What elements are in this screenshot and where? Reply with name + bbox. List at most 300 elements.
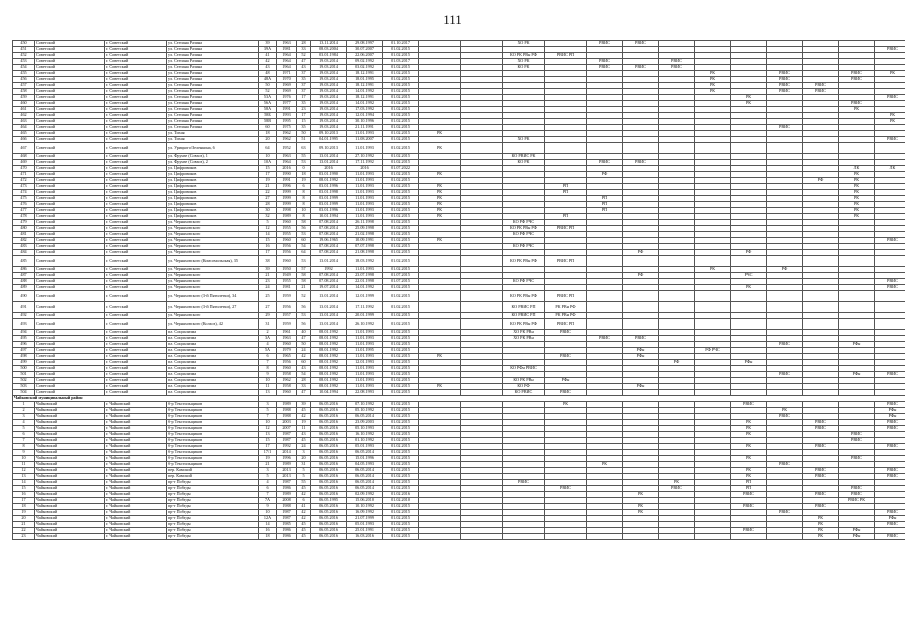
cell-d3: 01.02.2015 (383, 267, 419, 273)
cell-house: 27 (259, 196, 277, 202)
cell-house: 6 (259, 354, 277, 360)
cell-city: г. Советский (105, 214, 167, 220)
cell-city: г. Советский (105, 71, 167, 77)
cell-raion: Советский (35, 354, 105, 360)
cell-raion: Советский (35, 131, 105, 137)
cell-house: 19 (259, 456, 277, 462)
cell-raion: Чайковский (35, 522, 105, 528)
cell-raion: Чайковский (35, 432, 105, 438)
cell-k11: РВИС (803, 504, 839, 510)
cell-k12: РФн (839, 534, 875, 540)
cell-raion: Чайковский (35, 486, 105, 492)
cell-raion: Советский (35, 220, 105, 226)
cell-street: пл. Социализма (167, 330, 259, 336)
cell-street: пер. Камский (167, 468, 259, 474)
cell-d3: 01.02.2015 (383, 348, 419, 354)
cell-year: 1977 (277, 101, 297, 107)
cell-d1: 08.01.1992 (311, 354, 347, 360)
cell-k6: РФ (623, 250, 659, 256)
cell-k7: РФ (659, 360, 695, 366)
cell-k7: РВИС (659, 65, 695, 71)
cell-d2: 27.10.1992 (347, 154, 383, 160)
cell-d3: 01.02.2010 (383, 498, 419, 504)
cell-k11: РВИС (803, 426, 839, 432)
cell-street: б-р Текстильщиков (167, 438, 259, 444)
cell-k9: РК (731, 285, 767, 291)
cell-house: 29 (259, 313, 277, 319)
cell-raion: Советский (35, 226, 105, 232)
cell-year: 1985 (277, 522, 297, 528)
cell-year: 2016 (277, 166, 297, 172)
cell-street: пл. Социализма (167, 378, 259, 384)
cell-k5 (587, 534, 623, 540)
cell-n: 451 (13, 47, 35, 53)
cell-k10 (767, 256, 803, 267)
cell-year: 1949 (277, 273, 297, 279)
cell-city: г. Советский (105, 256, 167, 267)
cell-raion: Советский (35, 83, 105, 89)
cell-n: 473 (13, 184, 35, 190)
cell-k10: РВИС (767, 510, 803, 516)
cell-house: 42 (259, 59, 277, 65)
cell-k9: РВИС (731, 402, 767, 408)
cell-k7 (659, 534, 695, 540)
cell-street: пл. Социализма (167, 360, 259, 366)
cell-d1: 10.04.1994 (311, 390, 347, 396)
cell-k12 (839, 256, 875, 267)
cell-house: 2 (259, 330, 277, 336)
cell-city: г. Советский (105, 190, 167, 196)
cell-raion: Советский (35, 378, 105, 384)
cell-street: ул. Цифровиков (167, 196, 259, 202)
cell-k6 (623, 291, 659, 302)
cell-raion: Советский (35, 273, 105, 279)
cell-k9: РВИС (731, 528, 767, 534)
cell-d1: 19.03.2014 (311, 107, 347, 113)
cell-age: 58 (297, 279, 311, 285)
cell-k3: КО РФ РЧС (503, 244, 545, 250)
cell-k9: РК (731, 95, 767, 101)
cell-city: г. Советский (105, 202, 167, 208)
cell-d3: 01.02.2015 (383, 125, 419, 131)
cell-d2: 05.01.1993 (347, 444, 383, 450)
cell-street: ул. Степана Разина (167, 53, 259, 59)
cell-d2: 22.06.2007 (347, 53, 383, 59)
cell-raion: Советский (35, 279, 105, 285)
cell-year: 1962 (277, 131, 297, 137)
cell-k13 (875, 256, 905, 267)
cell-raion: Советский (35, 250, 105, 256)
cell-house: 50 (259, 83, 277, 89)
cell-house: 21 (259, 273, 277, 279)
cell-k3: КО РВИС РП (503, 313, 545, 319)
cell-city: г. Советский (105, 279, 167, 285)
cell-k11 (803, 302, 839, 313)
cell-d1: 08.01.1992 (311, 372, 347, 378)
cell-k9 (731, 302, 767, 313)
cell-house: 27 (259, 302, 277, 313)
cell-year: 1989 (277, 214, 297, 220)
cell-d2: 06.05.2014 (347, 480, 383, 486)
cell-d3: 01.02.2015 (383, 522, 419, 528)
cell-city: г. Советский (105, 244, 167, 250)
cell-age: 42 (297, 516, 311, 522)
cell-house: 43 (259, 65, 277, 71)
cell-city: г. Советский (105, 291, 167, 302)
cell-n: 18 (13, 504, 35, 510)
cell-d2: 26.11.1998 (347, 220, 383, 226)
cell-year: 1987 (277, 516, 297, 522)
cell-raion: Чайковский (35, 402, 105, 408)
cell-house: 10 (259, 378, 277, 384)
cell-city: г. Советский (105, 220, 167, 226)
cell-age: 45 (297, 522, 311, 528)
cell-d1: 06.05.2016 (311, 486, 347, 492)
cell-n: 450 (13, 41, 35, 47)
cell-raion: Советский (35, 95, 105, 101)
cell-k13: РВИС (875, 534, 905, 540)
cell-k2 (461, 319, 503, 330)
cell-k11: РК (803, 522, 839, 528)
cell-d1: 13.01.2014 (311, 160, 347, 166)
cell-year: 1955 (277, 232, 297, 238)
cell-k13: РВИС (875, 372, 905, 378)
cell-city: г. Чайковский (105, 528, 167, 534)
cell-k12: РК (839, 178, 875, 184)
cell-n: 500 (13, 366, 35, 372)
cell-street: ул. Черняховского (167, 244, 259, 250)
cell-n: 466 (13, 137, 35, 143)
cell-d3: 01.02.2016 (383, 492, 419, 498)
cell-d1: 06.05.2016 (311, 534, 347, 540)
cell-n: 4 (13, 420, 35, 426)
cell-raion: Советский (35, 348, 105, 354)
cell-k3: КО РФ (503, 384, 545, 390)
cell-city: г. Чайковский (105, 444, 167, 450)
cell-city: г. Советский (105, 319, 167, 330)
cell-n: 11 (13, 462, 35, 468)
cell-age: 58 (297, 220, 311, 226)
cell-year: 1989 (277, 462, 297, 468)
cell-street: ул. Степана Разина (167, 113, 259, 119)
cell-age: 45 (297, 534, 311, 540)
cell-city: г. Чайковский (105, 474, 167, 480)
cell-k8: РФ РЧС (695, 348, 731, 354)
cell-street: ул. Черняховского (167, 220, 259, 226)
cell-d1: 19.03.2014 (311, 125, 347, 131)
cell-street: ул. Черняховского (167, 250, 259, 256)
cell-k11: РВИС (803, 492, 839, 498)
cell-age: 55 (297, 154, 311, 160)
cell-street: ул. Цифровиков (167, 172, 259, 178)
cell-d2: 05.10.1993 (347, 426, 383, 432)
cell-n: 487 (13, 273, 35, 279)
cell-year: 1969 (277, 89, 297, 95)
cell-house: 60 (259, 125, 277, 131)
cell-d2: 05.01.1993 (347, 522, 383, 528)
cell-year: 1998 (277, 208, 297, 214)
cell-k12: РК (839, 184, 875, 190)
cell-raion: Чайковский (35, 462, 105, 468)
cell-d1: 06.05.2016 (311, 516, 347, 522)
cell-n: 19 (13, 510, 35, 516)
cell-street: пр-т Победы (167, 534, 259, 540)
cell-n: 489 (13, 285, 35, 291)
cell-year: 1987 (277, 480, 297, 486)
cell-street: ул. Урицкого/Зеленкина, 6 (167, 143, 259, 154)
cell-raion: Чайковский (35, 492, 105, 498)
cell-raion: Советский (35, 238, 105, 244)
cell-house: 30 (259, 208, 277, 214)
cell-n: 477 (13, 208, 35, 214)
cell-d2: 11.01.1993 (347, 196, 383, 202)
cell-age: 52 (297, 291, 311, 302)
cell-street: ул. Черняховского (167, 279, 259, 285)
cell-k3: ХО РК РВн (503, 330, 545, 336)
cell-city: г. Советский (105, 59, 167, 65)
cell-k5: РП (587, 208, 623, 214)
cell-d3: 01.02.2015 (383, 342, 419, 348)
cell-k1: РК (419, 172, 461, 178)
cell-street: ул. Степана Разина (167, 71, 259, 77)
cell-age: 35 (297, 101, 311, 107)
cell-d2: 11.08.2007 (347, 137, 383, 143)
cell-raion: Советский (35, 65, 105, 71)
cell-street: ул. Цифровиков (167, 184, 259, 190)
cell-k12: ЛК (839, 166, 875, 172)
cell-k12: РВИС (839, 101, 875, 107)
cell-d3: 01.02.2015 (383, 444, 419, 450)
cell-city: г. Советский (105, 342, 167, 348)
cell-raion: Советский (35, 184, 105, 190)
cell-house: 12 (259, 226, 277, 232)
cell-k10 (767, 143, 803, 154)
cell-house: 32 (259, 214, 277, 220)
cell-d3: 01.02.2015 (383, 220, 419, 226)
cell-age: 54 (297, 244, 311, 250)
cell-k11: РВИС (803, 444, 839, 450)
cell-d3: 01.02.2015 (383, 438, 419, 444)
cell-raion: Чайковский (35, 534, 105, 540)
cell-year: 1999 (277, 190, 297, 196)
cell-street: пр-т Победы (167, 492, 259, 498)
cell-k8: РК (695, 71, 731, 77)
cell-d3: 01.02.2015 (383, 414, 419, 420)
cell-k4: РВИС РП (545, 226, 587, 232)
cell-d3: 01.02.2015 (383, 504, 419, 510)
cell-n: 464 (13, 125, 35, 131)
cell-raion: Чайковский (35, 468, 105, 474)
cell-age: 51 (297, 137, 311, 143)
cell-d1: 08.01.1992 (311, 360, 347, 366)
cell-k1: РК (419, 184, 461, 190)
page-number: 111 (443, 12, 462, 27)
cell-k11: РВИС (803, 420, 839, 426)
cell-street: пл. Социализма (167, 336, 259, 342)
section-title: Чайковский муниципальный район (13, 396, 259, 402)
cell-house: 5 (259, 220, 277, 226)
cell-k13: РВИС (875, 420, 905, 426)
cell-n: 486 (13, 267, 35, 273)
cell-age: 47 (297, 336, 311, 342)
cell-d2: 10.09.1991 (347, 238, 383, 244)
cell-house: 7А (259, 498, 277, 504)
cell-age: 53 (297, 313, 311, 319)
cell-street: ул. Степана Разина (167, 95, 259, 101)
cell-street: ул. Черняховского (167, 273, 259, 279)
cell-k10 (767, 534, 803, 540)
cell-age: 0 (297, 166, 311, 172)
cell-d3: 01.02.2015 (383, 101, 419, 107)
cell-city: г. Советский (105, 154, 167, 160)
cell-house: 48 (259, 71, 277, 77)
cell-house: 15 (259, 238, 277, 244)
cell-city: г. Советский (105, 302, 167, 313)
cell-city: г. Советский (105, 330, 167, 336)
cell-d1: 13.01.2014 (311, 256, 347, 267)
cell-house: 17 (259, 250, 277, 256)
cell-d1: 10.01.1994 (311, 214, 347, 220)
cell-d1: 06.05.2016 (311, 426, 347, 432)
cell-d1: 06.05.2016 (311, 510, 347, 516)
cell-d2: 11.01.1993 (347, 184, 383, 190)
cell-age: 64 (297, 250, 311, 256)
cell-d3: 01.10.2017 (383, 41, 419, 47)
cell-d2: 23.07.1998 (347, 273, 383, 279)
cell-raion: Советский (35, 71, 105, 77)
cell-d3: 01.02.2015 (383, 226, 419, 232)
cell-k8: РК (695, 89, 731, 95)
cell-k12: РФн (839, 342, 875, 348)
cell-age: 28 (297, 41, 311, 47)
cell-d1: 09.10.2013 (311, 131, 347, 137)
cell-k9: РВИС (731, 504, 767, 510)
cell-k6: РК (623, 492, 659, 498)
cell-age: 10 (297, 208, 311, 214)
cell-raion: Советский (35, 342, 105, 348)
cell-year: 1976 (277, 95, 297, 101)
cell-d2: 18.01.1995 (347, 77, 383, 83)
cell-d2: 18.12.1991 (347, 83, 383, 89)
cell-city: г. Советский (105, 313, 167, 319)
cell-n: 20 (13, 516, 35, 522)
cell-year: 1964 (277, 53, 297, 59)
cell-k11: РК (803, 528, 839, 534)
cell-year: 1987 (277, 438, 297, 444)
cell-n: 455 (13, 71, 35, 77)
cell-k12: РВИС (839, 486, 875, 492)
cell-d1: 03.01.1998 (311, 190, 347, 196)
cell-raion: Советский (35, 143, 105, 154)
cell-k1: РК (419, 238, 461, 244)
cell-street: ул. Цифровиков (167, 178, 259, 184)
cell-street: ул. Степана Разина (167, 41, 259, 47)
cell-d2: 26.10.1992 (347, 319, 383, 330)
cell-d3: 01.02.2015 (383, 291, 419, 302)
cell-k13: РВИС (875, 522, 905, 528)
cell-k6: РВИС (623, 41, 659, 47)
cell-age: 33 (297, 47, 311, 53)
cell-city: г. Советский (105, 378, 167, 384)
cell-d3: 01.02.2015 (383, 456, 419, 462)
cell-house: 10 (259, 420, 277, 426)
cell-street: ул. Тихая (167, 131, 259, 137)
cell-house: 13 (259, 390, 277, 396)
cell-age: 24 (297, 348, 311, 354)
cell-k2 (461, 534, 503, 540)
cell-street: ул. Степана Разина (167, 119, 259, 125)
cell-city: г. Советский (105, 137, 167, 143)
cell-k11: РВИС (803, 474, 839, 480)
cell-raion: Советский (35, 244, 105, 250)
cell-raion: Чайковский (35, 426, 105, 432)
cell-year: 1986 (277, 534, 297, 540)
cell-k5: РВИС (587, 65, 623, 71)
cell-age: 8 (297, 190, 311, 196)
cell-year: 1960 (277, 390, 297, 396)
cell-raion: Советский (35, 214, 105, 220)
cell-raion: Чайковский (35, 420, 105, 426)
cell-d2: 11.01.1995 (347, 348, 383, 354)
cell-n: 463 (13, 119, 35, 125)
cell-d1: 13.01.2014 (311, 154, 347, 160)
cell-d1: 13.01.2014 (311, 313, 347, 319)
cell-year: 2013 (277, 468, 297, 474)
cell-d3: 01.02.2015 (383, 402, 419, 408)
cell-age: 23 (297, 107, 311, 113)
cell-k13: ЛК (875, 166, 905, 172)
cell-house: 58В (259, 119, 277, 125)
cell-year: 2008 (277, 498, 297, 504)
cell-d1: 19.03.2014 (311, 119, 347, 125)
cell-house: 7 (259, 492, 277, 498)
cell-street: ул. Черняховского (Колхоз), 42 (167, 319, 259, 330)
cell-n: 3 (13, 414, 35, 420)
cell-city: г. Советский (105, 232, 167, 238)
cell-k6: РВИС (623, 336, 659, 342)
cell-k4: РВИС РП (545, 256, 587, 267)
cell-n: 10 (13, 456, 35, 462)
cell-d3: 01.02.2015 (383, 486, 419, 492)
cell-k9 (731, 291, 767, 302)
cell-k13: РВИС (875, 279, 905, 285)
cell-street: ул. Черняховского (Комсомольская), 35 (167, 256, 259, 267)
cell-k13: РВИС (875, 468, 905, 474)
cell-d2: 06.05.2014 (347, 414, 383, 420)
cell-k3: ХО РК (503, 59, 545, 65)
cell-d1: 03.01.1990 (311, 172, 347, 178)
cell-d1: 07.08.2014 (311, 273, 347, 279)
cell-d3: 01.02.2015 (383, 336, 419, 342)
cell-d2: 11.01.1993 (347, 131, 383, 137)
cell-k7 (659, 291, 695, 302)
cell-n: 452 (13, 53, 35, 59)
cell-city: г. Чайковский (105, 468, 167, 474)
cell-k7 (659, 319, 695, 330)
cell-d1: 19.03.2014 (311, 71, 347, 77)
cell-d3: 01.02.2015 (383, 384, 419, 390)
cell-d1: 08.01.1992 (311, 384, 347, 390)
cell-raion: Советский (35, 77, 105, 83)
cell-house: 15 (259, 438, 277, 444)
cell-d1: 13.01.2014 (311, 319, 347, 330)
cell-k13: РК (875, 113, 905, 119)
cell-d1: 06.05.2016 (311, 438, 347, 444)
cell-k12 (839, 302, 875, 313)
cell-k9: РК (731, 426, 767, 432)
cell-house: 18 (259, 534, 277, 540)
cell-year: 1969 (277, 83, 297, 89)
